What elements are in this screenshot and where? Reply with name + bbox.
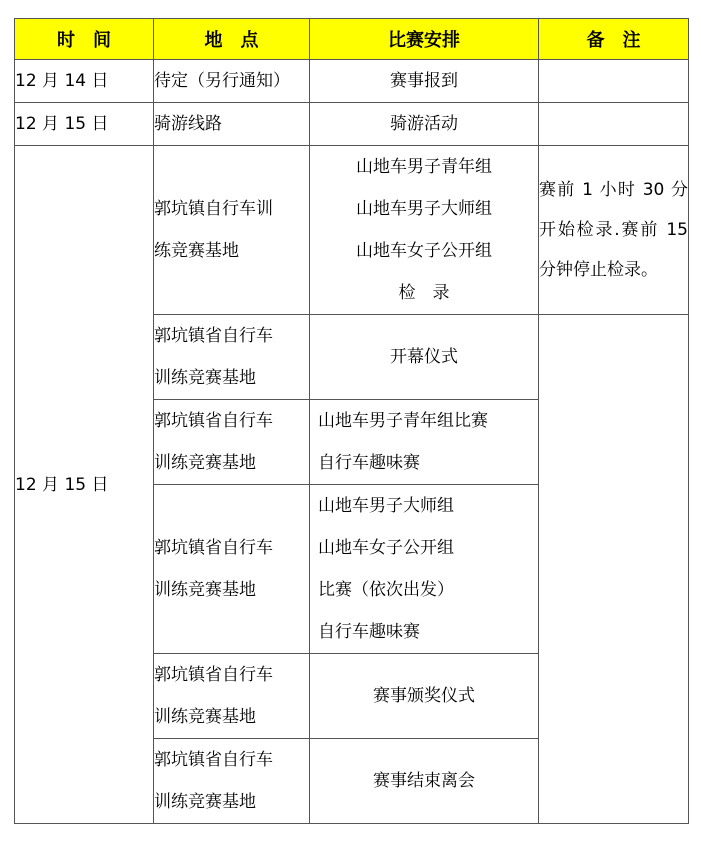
arrangement-line: 赛事结束离会 [373,771,475,791]
group-time-cell [15,146,154,824]
arrangement-list [310,760,538,802]
arrangement-line: 山地车男子大师组 [318,496,454,516]
arrangement-line: 赛事颁奖仪式 [373,686,475,706]
note-cell [539,60,689,103]
place-cell [154,60,310,103]
place-text [154,400,309,484]
place-line: 训练竞赛基地 [154,580,256,600]
header-place: 地 点 [154,19,310,60]
place-text [154,654,309,738]
note-cell-empty [539,315,689,824]
arrangement-list [310,400,538,484]
place-cell [154,400,310,485]
header-note: 备 注 [539,19,689,60]
schedule-table [14,18,689,824]
arrangement-list [310,675,538,717]
arrangement-text: 赛事报到 [390,71,458,91]
arrangement-list [310,485,538,653]
place-line: 郭坑镇省自行车 [154,750,273,770]
arrangement-cell [310,103,539,146]
place-cell [154,485,310,654]
place-cell [154,146,310,315]
table-row [15,103,689,146]
arrangement-cell [310,146,539,315]
arrangement-line: 山地车女子公开组 [356,241,492,261]
place-text [154,188,309,272]
place-cell [154,739,310,824]
arrangement-line: 比赛（依次出发） [318,580,454,600]
arrangement-line: 山地车男子大师组 [356,199,492,219]
place-text: 待定（另行通知） [154,71,290,91]
note-cell [539,146,689,315]
time-cell [15,103,154,146]
arrangement-cell [310,739,539,824]
note-text: 赛前 1 小时 30 分开始检录.赛前 15 分钟停止检录。 [539,180,688,280]
arrangement-line: 自行车趣味赛 [318,453,420,473]
time-cell [15,60,154,103]
place-cell [154,315,310,400]
arrangement-list [310,336,538,378]
arrangement-cell [310,60,539,103]
place-cell [154,654,310,739]
arrangement-list [310,146,538,314]
place-line: 训练竞赛基地 [154,792,256,812]
table-row [15,146,689,315]
place-text: 骑游线路 [154,114,222,134]
arrangement-cell [310,315,539,400]
header-time: 时 间 [15,19,154,60]
arrangement-line: 山地车女子公开组 [318,538,454,558]
place-line: 郭坑镇省自行车 [154,326,273,346]
arrangement-cell [310,485,539,654]
arrangement-line: 山地车男子青年组 [356,157,492,177]
arrangement-cell [310,400,539,485]
time-text: 12 月 14 日 [15,71,109,91]
header-arrangement: 比赛安排 [310,19,539,60]
place-line: 训练竞赛基地 [154,368,256,388]
time-text: 12 月 15 日 [15,114,109,134]
place-text [154,315,309,399]
arrangement-line: 山地车男子青年组比赛 [318,411,488,431]
header-row [15,19,689,60]
place-text [154,739,309,823]
place-line: 训练竞赛基地 [154,707,256,727]
arrangement-line: 开幕仪式 [390,347,458,367]
place-text [154,527,309,611]
place-line: 郭坑镇省自行车 [154,665,273,685]
arrangement-text: 骑游活动 [390,114,458,134]
arrangement-line: 自行车趣味赛 [318,622,420,642]
table-row [15,60,689,103]
place-line: 训练竞赛基地 [154,453,256,473]
arrangement-cell [310,654,539,739]
place-line: 练竞赛基地 [154,241,239,261]
place-cell [154,103,310,146]
place-line: 郭坑镇省自行车 [154,411,273,431]
place-line: 郭坑镇自行车训 [154,199,273,219]
place-line: 郭坑镇省自行车 [154,538,273,558]
group-time-text: 12 月 15 日 [15,474,109,495]
note-cell [539,103,689,146]
arrangement-line: 检 录 [398,283,450,303]
